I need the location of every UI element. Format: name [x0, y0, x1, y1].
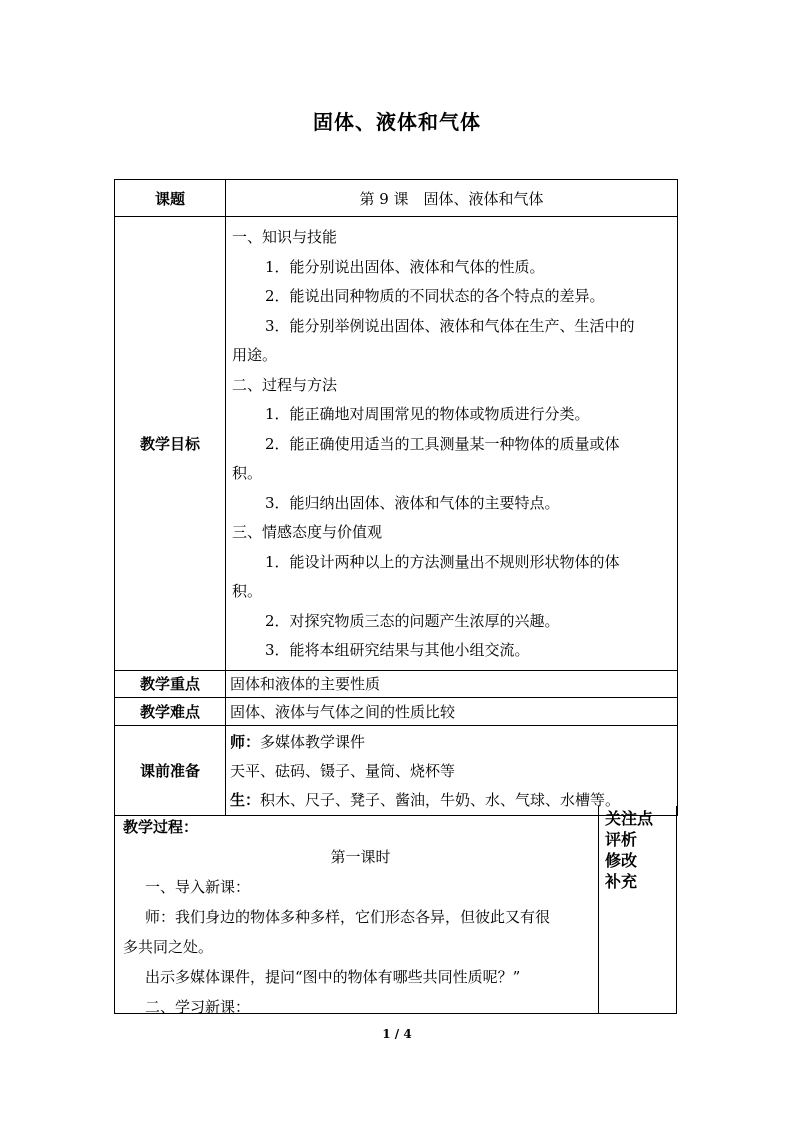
goals-line: 1．能正确地对周围常见的物体或物质进行分类。 — [265, 405, 590, 423]
difficulty-row — [115, 697, 678, 725]
prep-student-label: 生： — [230, 790, 261, 809]
process-line: 师：我们身边的物体多种多样，它们形态各异，但彼此又有很 — [145, 908, 551, 926]
topic-value: 第 9 课 固体、液体和气体 — [226, 180, 678, 217]
document-title: 固体、液体和气体 — [313, 110, 481, 134]
teaching-process-section — [114, 806, 677, 1014]
side-note: 补充 — [605, 872, 638, 891]
process-line: 出示多媒体课件，提问“图中的物体有哪些共同性质呢？” — [145, 968, 521, 986]
side-note: 关注点 — [605, 809, 654, 828]
goals-content — [226, 217, 678, 671]
goals-line: 1．能分别说出固体、液体和气体的性质。 — [265, 257, 545, 276]
side-note: 评析 — [605, 830, 638, 849]
key-point-row — [115, 670, 678, 697]
goals-line: 2．能正确使用适当的工具测量某一种物体的质量或体 — [265, 434, 620, 453]
goals-line: 3．能归纳出固体、液体和气体的主要特点。 — [265, 493, 560, 512]
difficulty-label: 教学难点 — [115, 697, 226, 725]
goals-line: 2．能说出同种物质的不同状态的各个特点的差异。 — [265, 287, 605, 305]
goals-line: 一、知识与技能 — [232, 228, 338, 246]
preparation-row — [115, 725, 678, 815]
prep-teacher-line2: 天平、砝码、镊子、量筒、烧杯等 — [230, 761, 456, 780]
page-number: 1 / 4 — [382, 1027, 412, 1041]
topic-label: 课题 — [115, 180, 226, 217]
goals-row — [115, 217, 678, 671]
prep-teacher-value: 多媒体教学课件 — [260, 732, 366, 751]
goals-line: 积。 — [232, 582, 263, 600]
key-point-value: 固体和液体的主要性质 — [226, 670, 678, 697]
process-line: 一、导入新课： — [145, 878, 251, 896]
teaching-process-content — [115, 806, 599, 1016]
goals-line: 积。 — [232, 464, 263, 482]
side-note: 修改 — [605, 851, 638, 870]
goals-line: 用途。 — [232, 346, 278, 364]
lesson-plan-table — [114, 179, 678, 816]
goals-label: 教学目标 — [115, 217, 226, 671]
key-point-label: 教学重点 — [115, 670, 226, 697]
difficulty-value: 固体、液体与气体之间的性质比较 — [226, 697, 678, 725]
lesson-number: 第一课时 — [330, 848, 391, 866]
goals-line: 2．对探究物质三态的问题产生浓厚的兴趣。 — [265, 611, 560, 630]
prep-teacher-label: 师： — [230, 732, 261, 751]
side-notes-column — [605, 808, 653, 892]
goals-line: 3．能分别举例说出固体、液体和气体在生产、生活中的 — [265, 316, 635, 335]
goals-line: 1．能设计两种以上的方法测量出不规则形状物体的体 — [265, 552, 620, 571]
preparation-content — [226, 725, 678, 815]
process-heading: 教学过程： — [123, 818, 199, 836]
goals-line: 三、情感态度与价值观 — [232, 523, 383, 541]
topic-row — [115, 180, 678, 217]
goals-line: 二、过程与方法 — [232, 375, 338, 394]
process-line: 多共同之处。 — [123, 938, 214, 956]
preparation-label: 课前准备 — [115, 725, 226, 815]
process-line: 二、学习新课： — [145, 998, 251, 1016]
prep-student-value: 积木、尺子、凳子、酱油，牛奶、水、气球、水槽等。 — [260, 790, 621, 809]
goals-line: 3．能将本组研究结果与其他小组交流。 — [265, 641, 530, 659]
